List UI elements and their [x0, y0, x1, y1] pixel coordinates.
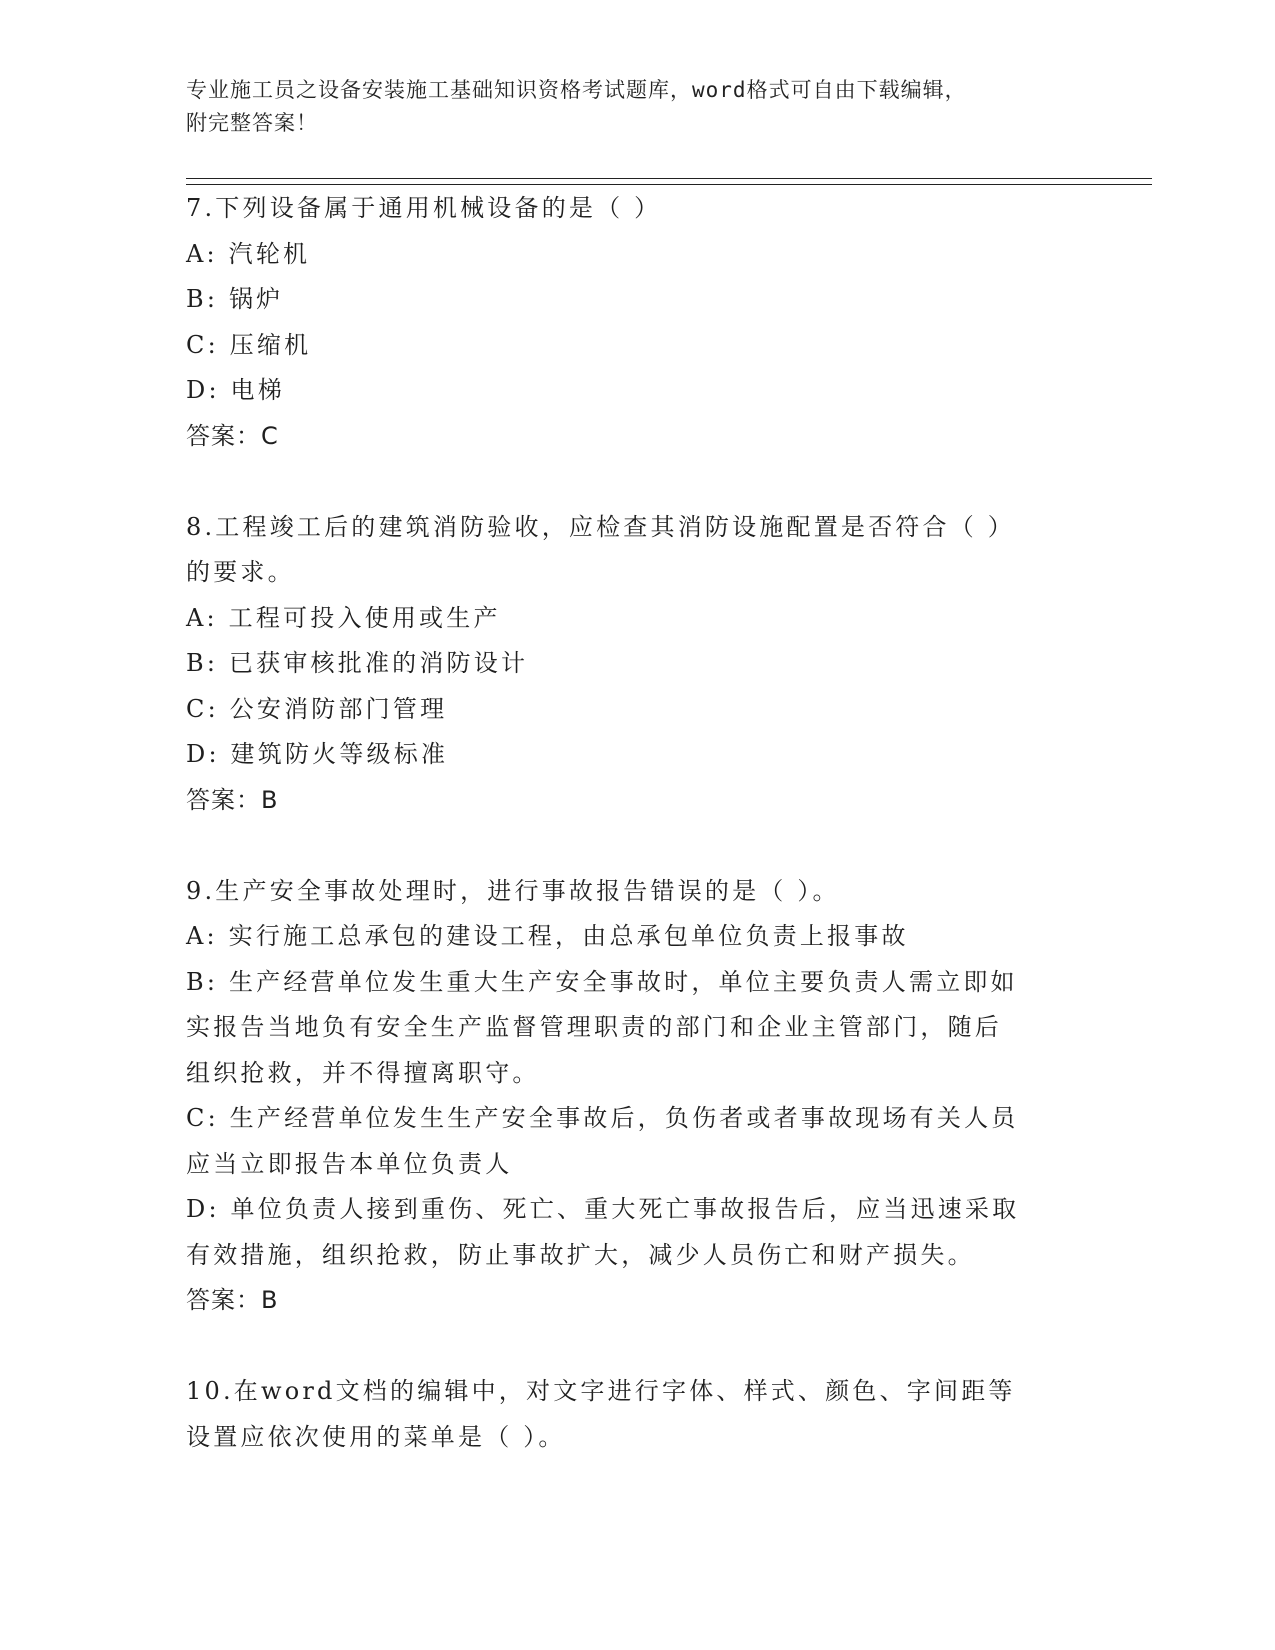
answer-option: 应当立即报告本单位负责人 [186, 1149, 513, 1178]
header-divider-bottom [186, 184, 1152, 185]
question-spacer [186, 1324, 1086, 1370]
answer-key: 答案：B [186, 785, 279, 814]
answer-option: A: 工程可投入使用或生产 [186, 603, 501, 632]
question-spacer [186, 459, 1086, 505]
question-stem: 9.生产安全事故处理时，进行事故报告错误的是（ ）。 [186, 876, 840, 905]
header-divider-top [186, 178, 1152, 179]
question-block [186, 505, 1086, 869]
answer-option: 实报告当地负有安全生产监督管理职责的部门和企业主管部门，随后 [186, 1013, 1002, 1041]
answer-option: 有效措施，组织抢救，防止事故扩大，减少人员伤亡和财产损失。 [186, 1240, 975, 1269]
answer-option: B: 已获审核批准的消防设计 [186, 649, 529, 677]
question-stem: 8.工程竣工后的建筑消防验收，应检查其消防设施配置是否符合（ ） [186, 512, 1015, 541]
question-block [186, 869, 1086, 1370]
question-stem: 设置应依次使用的菜单是（ ）。 [186, 1422, 566, 1451]
question-stem: 的要求。 [186, 558, 295, 586]
question-list [186, 186, 1086, 1460]
answer-option: D: 建筑防火等级标准 [186, 740, 449, 768]
question-block [186, 1369, 1086, 1460]
question-spacer [186, 823, 1086, 869]
document-header [186, 74, 1066, 140]
answer-option: C: 公安消防部门管理 [186, 694, 448, 723]
answer-option: B: 锅炉 [186, 285, 284, 313]
answer-option: C: 压缩机 [186, 330, 312, 359]
header-line-1: 专业施工员之设备安装施工基础知识资格考试题库，word格式可自由下载编辑， [186, 78, 967, 102]
answer-key: 答案：B [186, 1286, 279, 1314]
question-block [186, 186, 1086, 505]
header-line-2: 附完整答案！ [186, 111, 318, 135]
answer-option: A: 汽轮机 [186, 239, 311, 268]
answer-key: 答案：C [186, 421, 279, 450]
answer-option: D: 电梯 [186, 376, 285, 404]
answer-option: A: 实行施工总承包的建设工程，由总承包单位负责上报事故 [186, 922, 909, 950]
answer-option: D: 单位负责人接到重伤、死亡、重大死亡事故报告后，应当迅速采取 [186, 1195, 1020, 1223]
question-stem: 7.下列设备属于通用机械设备的是（ ） [186, 194, 662, 222]
answer-option: C: 生产经营单位发生生产安全事故后，负伤者或者事故现场有关人员 [186, 1104, 1019, 1132]
answer-option: 组织抢救，并不得擅离职守。 [186, 1058, 540, 1087]
question-stem: 10.在word文档的编辑中，对文字进行字体、样式、颜色、字间距等 [186, 1377, 1016, 1405]
answer-option: B: 生产经营单位发生重大生产安全事故时，单位主要负责人需立即如 [186, 967, 1018, 996]
